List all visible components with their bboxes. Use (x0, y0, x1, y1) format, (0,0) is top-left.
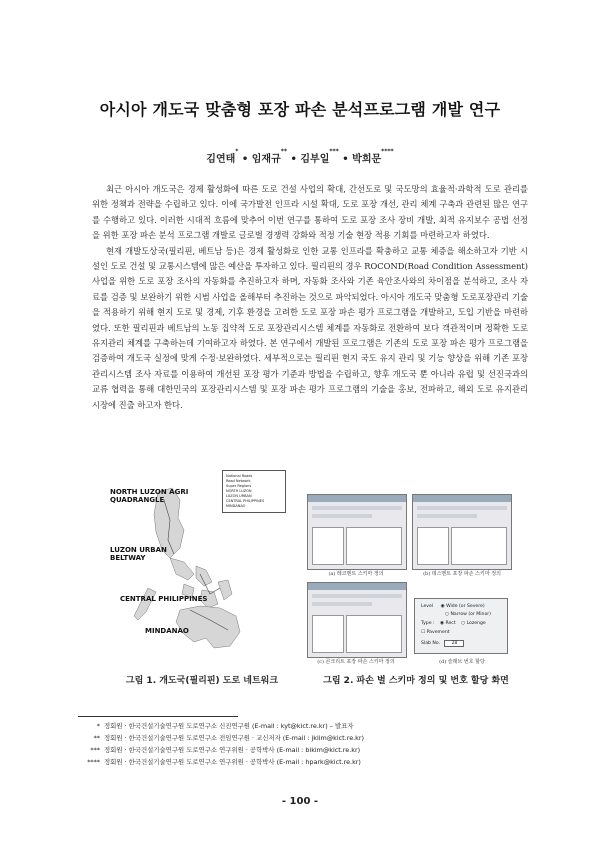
author-2: 임재규** (251, 148, 288, 165)
figure-1 (110, 470, 285, 665)
author-3: 김부일*** (300, 148, 339, 165)
page-number: - 100 - (281, 796, 319, 807)
footnotes (78, 720, 538, 768)
map-label-north-luzon: NORTH LUZON AGRI QUADRANGLE (110, 488, 189, 504)
screenshot-b (412, 494, 512, 570)
subcaption-b: (b) 데스멘트 포장 파손 스키마 정의 (423, 571, 501, 577)
subcaption-c: (c) 콘크리트 포장 파손 스키마 정의 (317, 659, 395, 665)
body-text (92, 182, 528, 413)
figure-1-caption: 그림 1. 개도국(필리핀) 도로 네트워크 (125, 676, 279, 686)
paragraph-1: 최근 아시아 개도국은 경제 활성화에 따른 도로 건설 사업의 확대, 간선도로 및 국도망의 효율적·과학적 도로 관리를 위한 정책과 전략을 수립하고 있다. 이에 국가발전 인프라 시설 확대, 도로 포장 개선, 관리 체계 구축과 관련된 많은 연구를 수행하고 있다. 이러한 시대적 흐름에 맞추어 이번 연구를 통하여 도로 포장 조사 장비 개발, 최적 유지보수 공법 선정을 위한 포장 파손 분석 프로그램 개발로 글로벌 경쟁력 강화와 적정 기술 현장 적용 기회를 마련하고자 하였다. (92, 184, 528, 241)
footnote-rule (78, 716, 238, 717)
subcaption-a: (a) 레코멘트 스키마 정의 (328, 571, 384, 577)
paper-title: 아시아 개도국 맞춤형 포장 파손 분석프로그램 개발 연구 (99, 100, 501, 119)
subcaption-d: (d) 슬래브 번호 할당 (439, 659, 485, 665)
author-list: 김연태* • 임재규** • 김부일*** • 박희문**** (206, 148, 394, 165)
author-4: 박희문**** (352, 148, 394, 165)
screenshot-d: Level ◉ Wide (or Severe) ○ Narrow (or Minor) Type : ◉ Rect ○ Lozenge ☐ Pavement Slab No. 28 (414, 598, 508, 654)
footnote-2: ** 정회원 · 한국건설기술연구원 도로연구소 전임연구원 · 교신저자 (E-mail : jklim@kict.re.kr) (93, 734, 364, 742)
footnote-3: *** 정회원 · 한국건설기술연구원 도로연구소 연구위원 · 공학박사 (E-mail : bikim@kict.re.kr) (90, 746, 361, 754)
screenshot-c (307, 582, 407, 658)
footnote-4: **** 정회원 · 한국건설기술연구원 도로연구소 연구위원 · 공학박사 (E-mail : hpark@kict.re.kr) (87, 758, 361, 766)
map-legend: National Roads Road Network Super Regions NORTH LUZON LUZON URBAN CENTRAL PHILIPPINES MINDANAO (222, 470, 286, 513)
map-label-mindanao: MINDANAO (145, 627, 189, 635)
paragraph-2: 현재 개발도상국(필리핀, 베트남 등)은 경제 활성화로 인한 교통 인프라를 확충하고 교통 체증을 해소하고자 기반 시설인 도로 건설 및 교통시스템에 많은 예산을 투자하고 있다. 필리핀의 경우 ROCOND(Road Condition Assessment) 사업을 위한 도로 포장 조사의 자동화를 추진하고자 하며, 자동화 조사와 기존 육안조사와의 차이점을 분석하고, 조사 자료를 검증 및 보완하기 위한 시범 사업을 올해부터 추진하는 것으로 파악되었다. 아시아 개도국 맞춤형 도로포장관리 기술을 적용하기 위해 현지 도로 및 경제, 기후 환경을 고려한 도로 포장 파손 평가 프로그램을 개발하고, 도입 기반을 마련하였다. 또한 필리핀과 베트남의 노동 집약적 도로 포장관리시스템 체계를 자동화로 전환하여 보다 객관적이며 정확한 도로 유지관리 체계를 구축하는데 기여하고자 하였다. 본 연구에서 개발된 프로그램은 기존의 도로 포장 파손 평가 프로그램을 검증하여 개도국 실정에 맞게 수정·보완하였다. 세부적으로는 필리핀 현지 국도 유지 관리 및 기능 향상을 위해 기존 포장관리시스템 조사 자료를 이용하여 개선된 포장 평가 기준과 방법을 수립하고, 향후 개도국 뿐 아니라 유럽 및 선진국과의 교류 협력을 통해 대한민국의 포장관리시스템 및 포장 파손 평가 프로그램의 기술을 홍보, 전파하고, 해외 도로 유지관리 시장에 진출 하고자 한다. (92, 245, 528, 410)
figure-2-caption: 그림 2. 파손 별 스키마 정의 및 번호 할당 화면 (323, 676, 509, 686)
map-label-central-philippines: CENTRAL PHILIPPINES (120, 595, 208, 603)
author-1: 김연태* (206, 148, 239, 165)
footnote-1: * 정회원 · 한국건설기술연구원 도로연구소 신진연구원 (E-mail : kyt@kict.re.kr) – 발표자 (96, 722, 354, 730)
map-label-luzon-urban: LUZON URBAN BELTWAY (110, 546, 167, 562)
screenshot-a (307, 494, 407, 570)
